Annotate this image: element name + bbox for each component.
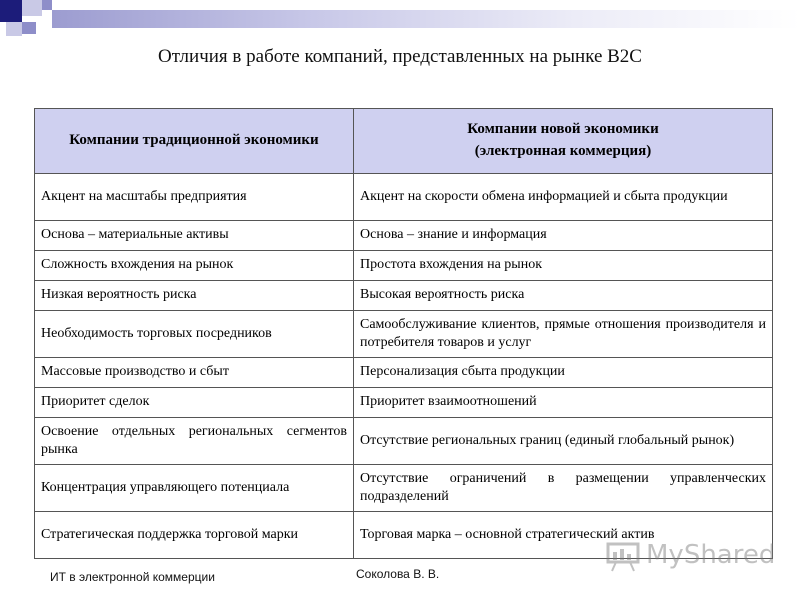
table-row — [35, 418, 773, 465]
header-new-economy — [354, 109, 773, 174]
header-traditional: Компании традиционной экономики — [35, 109, 354, 174]
cell-traditional: Основа – материальные активы — [35, 221, 354, 251]
decor-square-light — [6, 22, 22, 36]
cell-traditional: Стратегическая поддержка торговой марки — [35, 512, 354, 559]
cell-traditional: Сложность вхождения на рынок — [35, 251, 354, 281]
table-row — [35, 221, 773, 251]
table-row — [35, 311, 773, 358]
table-row — [35, 358, 773, 388]
cell-traditional: Приоритет сделок — [35, 388, 354, 418]
decor-square-dark — [0, 0, 22, 22]
cell-traditional: Акцент на масштабы предприятия — [35, 174, 354, 221]
decor-square-mid — [42, 0, 52, 10]
slide-title: Отличия в работе компаний, представленных на рынке В2С — [158, 46, 642, 67]
comparison-table — [34, 108, 773, 559]
cell-new-economy: Высокая вероятность риска — [354, 281, 773, 311]
cell-new-economy: Отсутствие региональных границ (единый глобальный рынок) — [354, 418, 773, 465]
table-row — [35, 251, 773, 281]
watermark — [606, 538, 776, 574]
watermark-text: MyShared — [646, 540, 776, 570]
table-row — [35, 281, 773, 311]
decor-gradient-band — [52, 10, 800, 28]
footer-course: ИТ в электронной коммерции — [50, 570, 215, 584]
cell-traditional: Массовые производство и сбыт — [35, 358, 354, 388]
table-row — [35, 388, 773, 418]
header-new-economy-line1: Компании новой экономики — [467, 121, 659, 138]
decor-square-mid — [22, 22, 36, 34]
table-row — [35, 465, 773, 512]
cell-new-economy: Основа – знание и информация — [354, 221, 773, 251]
cell-traditional: Необходимость торговых посредников — [35, 311, 354, 358]
cell-new-economy: Акцент на скорости обмена информацией и сбыта продукции — [354, 174, 773, 221]
cell-new-economy: Приоритет взаимоотношений — [354, 388, 773, 418]
table-header-row — [35, 109, 773, 174]
header-new-economy-line2: (электронная коммерция) — [474, 143, 652, 159]
cell-traditional: Концентрация управляющего потенциала — [35, 465, 354, 512]
cell-new-economy: Персонализация сбыта продукции — [354, 358, 773, 388]
cell-traditional: Низкая вероятность риска — [35, 281, 354, 311]
cell-new-economy: Простота вхождения на рынок — [354, 251, 773, 281]
cell-traditional: Освоение отдельных региональных сегментов рынка — [35, 418, 354, 465]
cell-new-economy: Самообслуживание клиентов, прямые отношения производителя и потребителя товаров и услуг — [354, 311, 773, 358]
footer-author: Соколова В. В. — [356, 567, 440, 581]
decor-square-light — [22, 0, 42, 16]
table-row — [35, 174, 773, 221]
cell-new-economy: Отсутствие ограничений в размещении управленческих подразделений — [354, 465, 773, 512]
presentation-icon — [606, 542, 640, 572]
cell-new-economy: Торговая марка – основной стратегический актив — [354, 512, 773, 559]
